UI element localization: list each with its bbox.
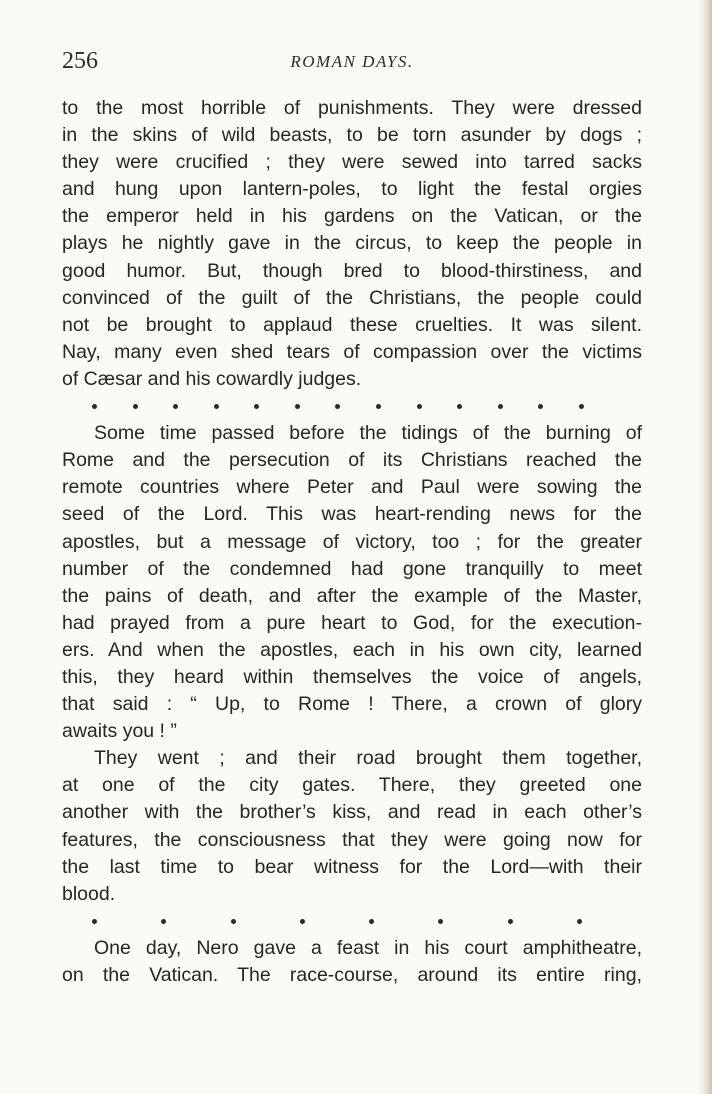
page-edge-shadow [698, 0, 712, 1094]
text-line: and hung upon lantern-poles, to light the festal orgies [62, 178, 642, 201]
ornament-dot [92, 404, 97, 409]
text-line: that said : “ Up, to Rome ! There, a crown of glory [62, 693, 642, 716]
ornament-dot [214, 404, 219, 409]
text-line: not be brought to applaud these cruelties. It was silent. [62, 313, 642, 336]
text-line: remote countries where Peter and Paul were sowing the [62, 476, 642, 499]
ornament-dot [300, 919, 305, 924]
text-line: good humor. But, though bred to blood-thirstiness, and [62, 259, 642, 282]
ornament-dot [538, 404, 543, 409]
text-line: Rome and the persecution of its Christians reached the [62, 449, 642, 472]
ornament-dot [254, 404, 259, 409]
text-line: this, they heard within themselves the voice of angels, [62, 665, 642, 688]
text-line: had prayed from a pure heart to God, for the execution- [62, 611, 642, 634]
text-line: of Cæsar and his cowardly judges. [62, 367, 362, 390]
page-number: 256 [62, 48, 98, 74]
ornament-dot [231, 919, 236, 924]
text-line: in the skins of wild beasts, to be torn asunder by dogs ; [62, 124, 642, 147]
ornament-dot [438, 919, 443, 924]
body-text [62, 95, 642, 989]
text-line: the last time to bear witness for the Lord—with their [62, 855, 642, 878]
page-header [62, 46, 642, 76]
ornament-dot [161, 919, 166, 924]
text-line: blood. [62, 882, 116, 905]
text-line: they were crucified ; they were sewed into tarred sacks [62, 151, 642, 174]
ornament-dot [376, 404, 381, 409]
text-line: seed of the Lord. This was heart-rending news for the [62, 503, 642, 526]
text-line: apostles, but a message of victory, too ; for the greater [62, 530, 642, 553]
text-line: They went ; and their road brought them together, [94, 747, 642, 770]
text-line: convinced of the guilt of the Christians, the people could [62, 286, 642, 309]
section-break [62, 393, 642, 420]
ornament-dot [457, 404, 462, 409]
ornament-dot [417, 404, 422, 409]
text-line: another with the brother’s kiss, and read in each other’s [62, 801, 642, 824]
ornament-dot [579, 404, 584, 409]
running-title: ROMAN DAYS. [290, 52, 414, 71]
ornament-dot [335, 404, 340, 409]
text-line: the emperor held in his gardens on the Vatican, or the [62, 205, 642, 228]
text-line: plays he nightly gave in the circus, to keep the people in [62, 232, 642, 255]
ornament-dot [173, 404, 178, 409]
ornament-dot [577, 919, 582, 924]
ornament-dot [498, 404, 503, 409]
text-line: Nay, many even shed tears of compassion over the victims [62, 340, 642, 363]
ornament-dot [295, 404, 300, 409]
text-line: the pains of death, and after the example of the Master, [62, 584, 642, 607]
ornament-dot [92, 919, 97, 924]
text-line: ers. And when the apostles, each in his own city, learned [62, 638, 642, 661]
text-line: number of the condemned had gone tranquilly to meet [62, 557, 642, 580]
text-line: on the Vatican. The race-course, around its entire ring, [62, 964, 642, 986]
text-line: One day, Nero gave a feast in his court amphitheatre, [94, 936, 642, 959]
ornament-dot [133, 404, 138, 409]
text-line: to the most horrible of punishments. They were dressed [62, 97, 642, 119]
ornament-dot [508, 919, 513, 924]
ornament-dot [369, 919, 374, 924]
text-line: Some time passed before the tidings of the burning of [94, 422, 642, 445]
text-line: at one of the city gates. There, they greeted one [62, 774, 642, 797]
section-break [62, 908, 642, 935]
text-line: awaits you ! ” [62, 720, 177, 743]
text-line: features, the consciousness that they were going now for [62, 828, 642, 851]
